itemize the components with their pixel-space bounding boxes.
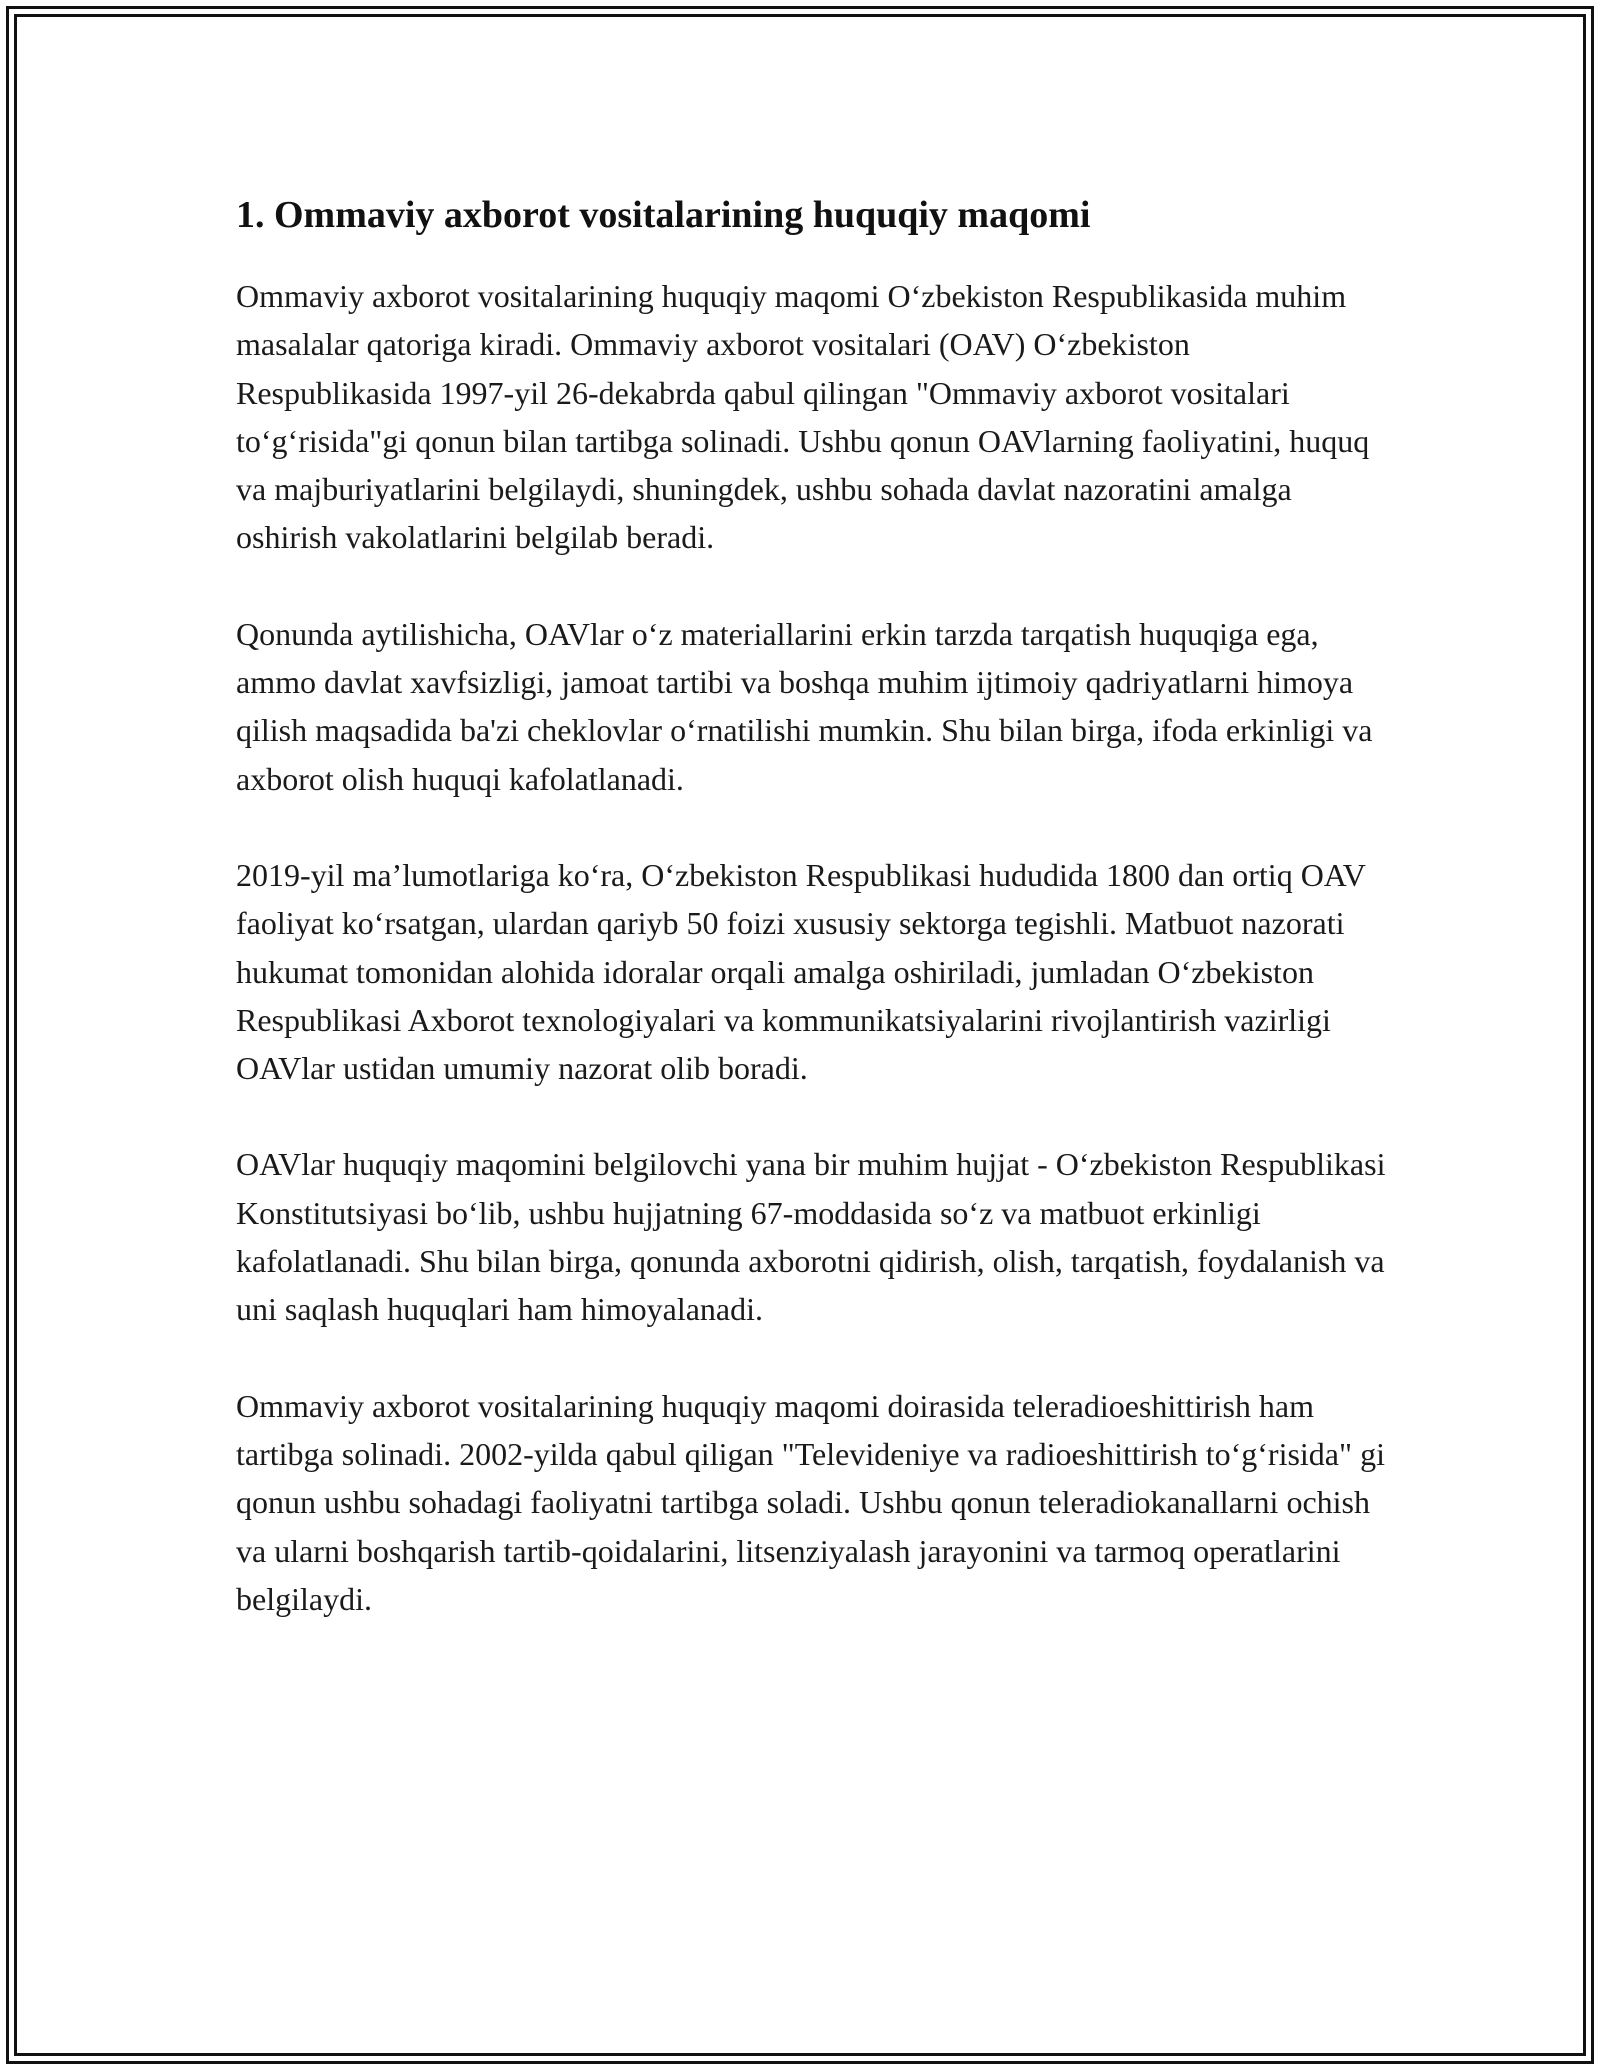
paragraph-media-statistics: 2019-yil ma’lumotlariga ko‘ra, O‘zbekiston Respublikasi hududida 1800 dan ortiq OAV faoliyat ko‘rsatgan, ulardan qariyb 50 foizi xususiy sektorga tegishli. Matbuot nazorati hukumat tomonidan alohida idoralar orqali amalga oshiriladi, jumladan O‘zbekiston Respublikasi Axborot texnologiyalari va kommunikatsiyalarini rivojlantirish vazirligi OAVlar ustidan umumiy nazorat olib boradi.	[236, 856, 1366, 1087]
paragraph-constitution: OAVlar huquqiy maqomini belgilovchi yana bir muhim hujjat - O‘zbekiston Respublikasi Konstitutsiyasi bo‘lib, ushbu hujjatning 67-moddasida so‘z va matbuot erkinligi kafolatlanadi. Shu bilan birga, qonunda axborotni qidirish, olish, tarqatish, foydalanish va uni saqlash huquqlari ham himoyalanadi.	[236, 1146, 1386, 1328]
paragraph-legal-status-intro: Ommaviy axborot vositalarining huquqiy maqomi O‘zbekiston Respublikasida muhim masalalar qatoriga kiradi. Ommaviy axborot vositalari (OAV) O‘zbekiston Respublikasida 1997-yil 26-dekabrda qabul qilingan "Ommaviy axborot vositalari to‘g‘risida"gi qonun bilan tartibga solinadi. Ushbu qonun OAVlarning faoliyatini, huquq va majburiyatlarini belgilaydi, shuningdek, ushbu sohada davlat nazoratini amalga oshirish vakolatlarini belgilab beradi.	[236, 278, 1370, 556]
paragraph-distribution-rights: Qonunda aytilishicha, OAVlar o‘z materiallarini erkin tarzda tarqatish huquqiga ega, ammo davlat xavfsizligi, jamoat tartibi va boshqa muhim ijtimoiy qadriyatlarni himoya qilish maqsadida ba'zi cheklovlar o‘rnatilishi mumkin. Shu bilan birga, ifoda erkinligi va axborot olish huquqi kafolatlanadi.	[236, 615, 1373, 797]
paragraph-broadcasting: Ommaviy axborot vositalarining huquqiy maqomi doirasida teleradioeshittirish ham tartibga solinadi. 2002-yilda qabul qiligan "Televideniye va radioeshittirish to‘g‘risida" gi qonun ushbu sohadagi faoliyatni tartibga soladi. Ushbu qonun teleradiokanallarni ochish va ularni boshqarish tartib-qoidalarini, litsenziyalash jarayonini va tarmoq operatlarini belgilaydi.	[236, 1387, 1385, 1617]
document-body	[236, 188, 1386, 1671]
document-title: 1. Ommaviy axborot vositalarining huquqiy maqomi	[236, 194, 1091, 236]
